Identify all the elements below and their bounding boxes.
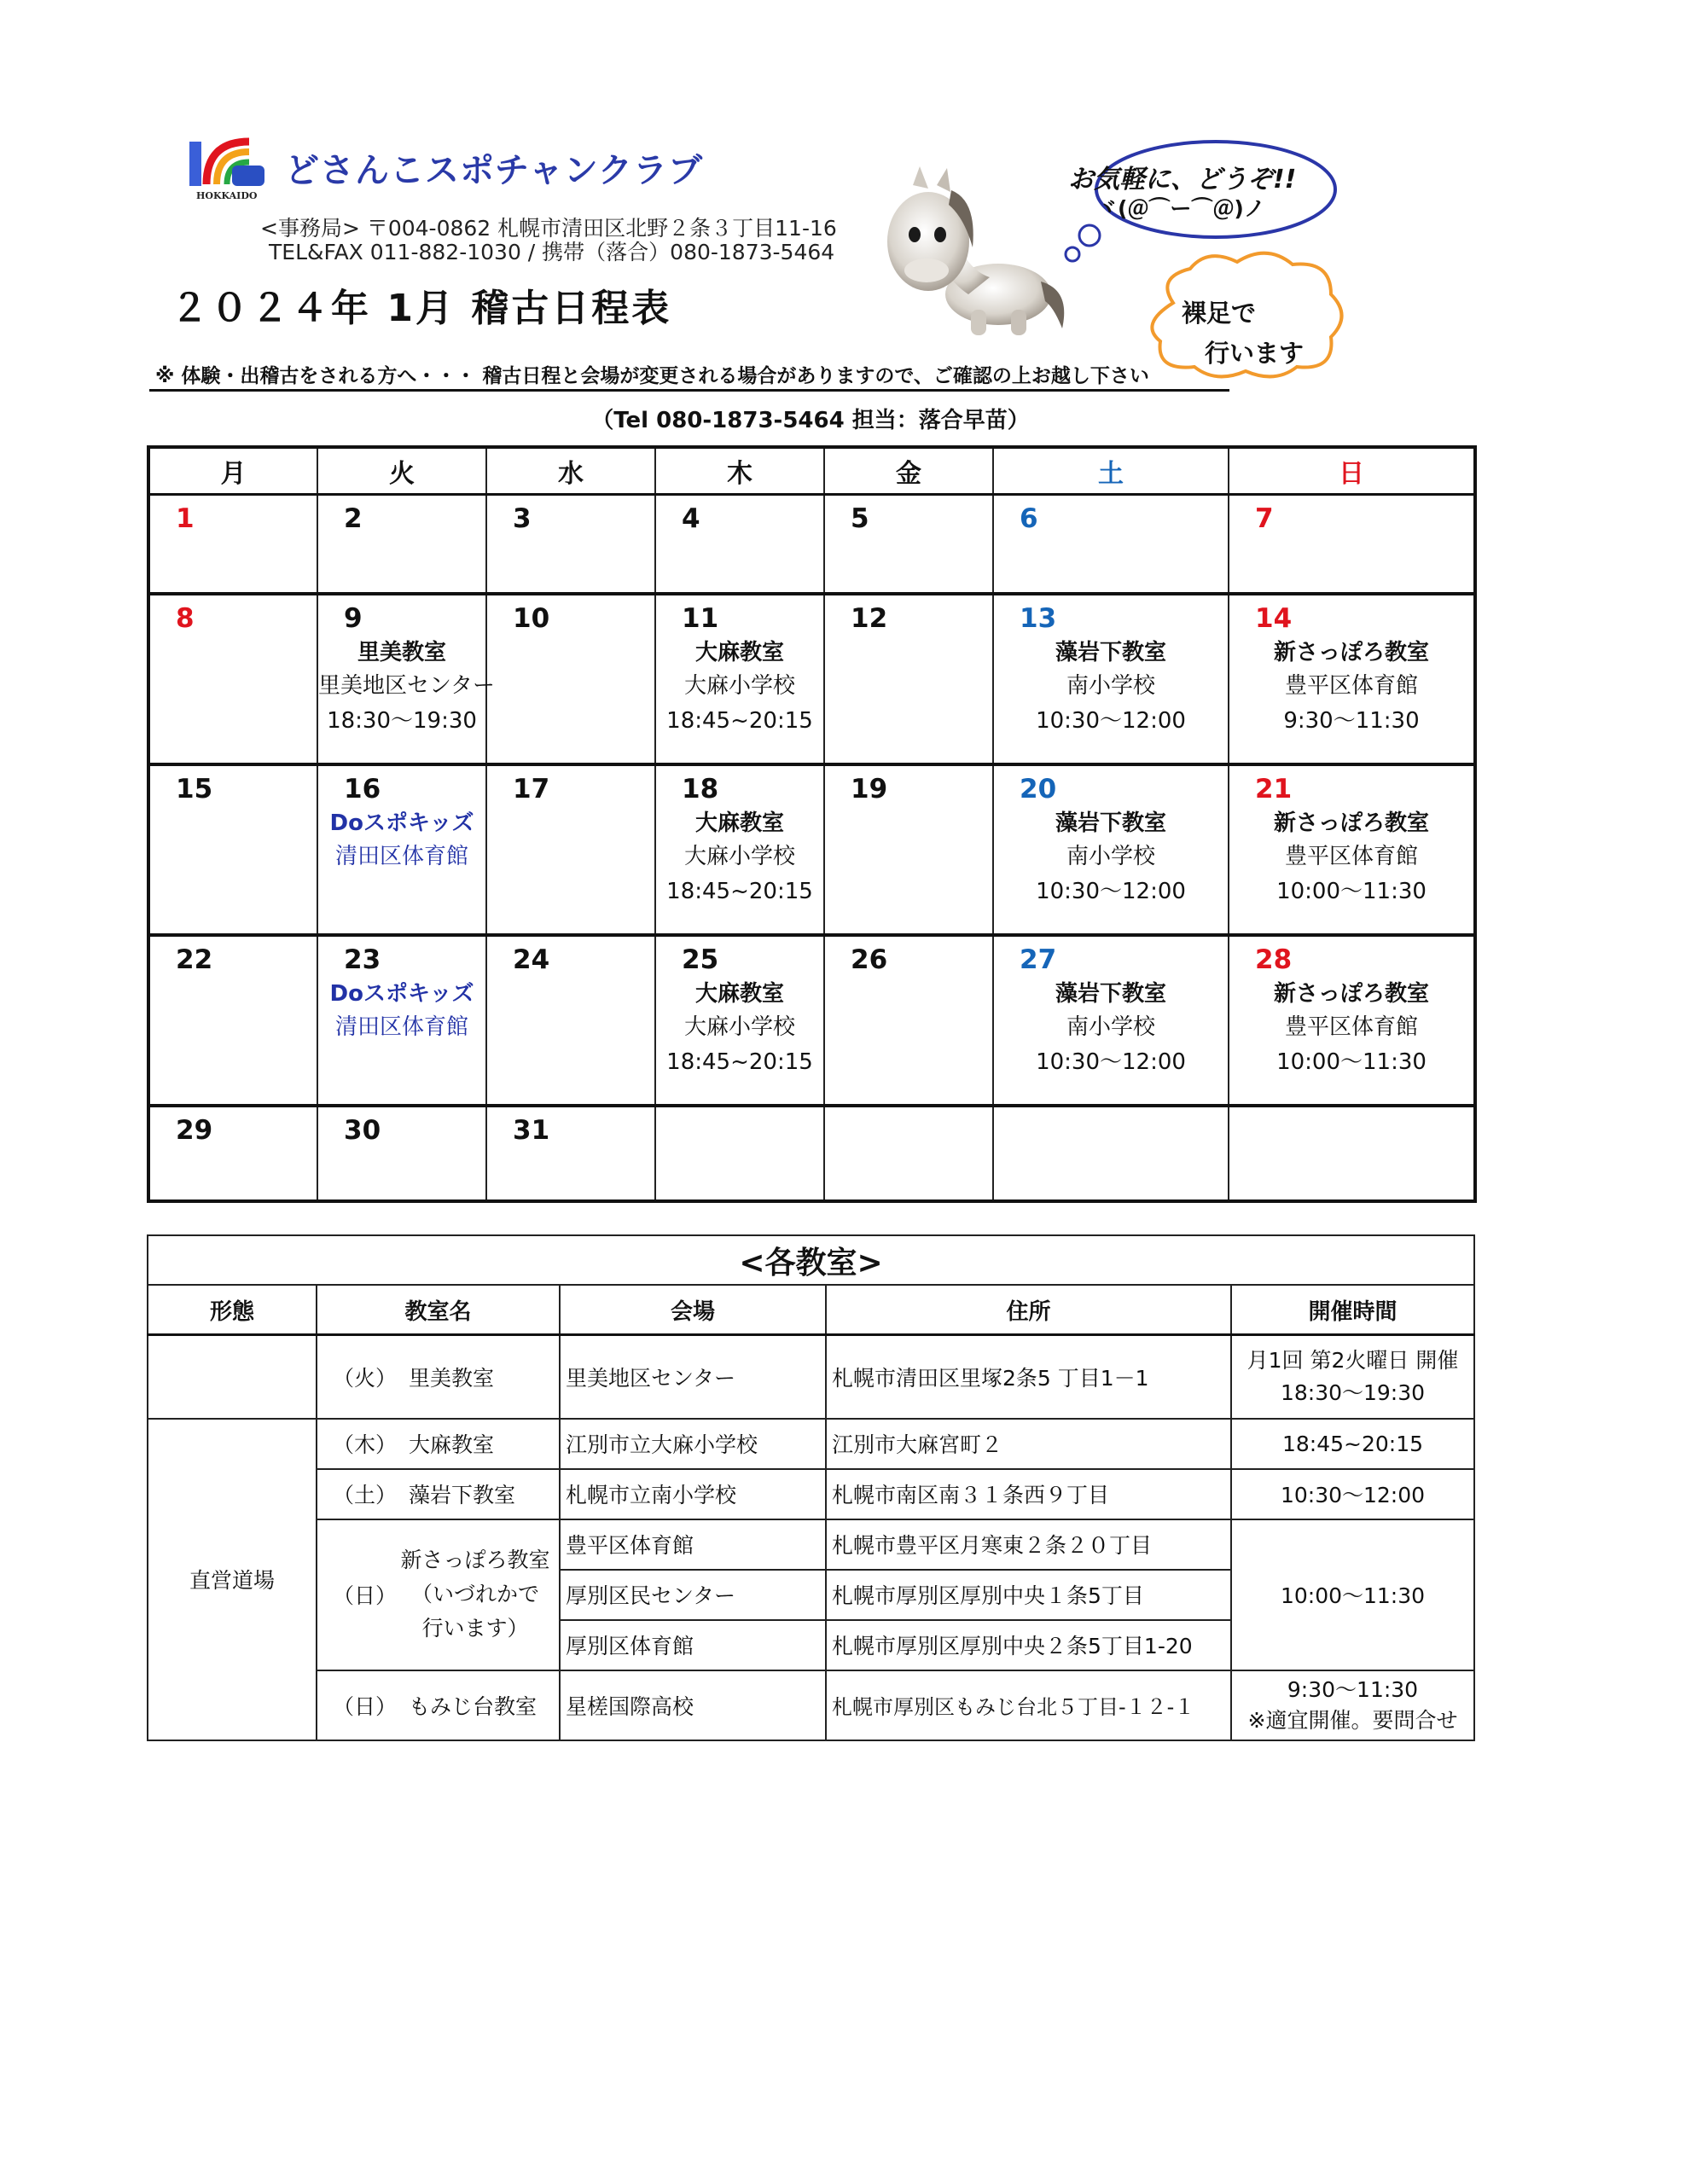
address-cell: 札幌市清田区里塚2条5 丁目1－1 (826, 1335, 1231, 1419)
class-name-cell (317, 1419, 560, 1469)
calendar-date: 19 (851, 773, 888, 804)
weekday-thu: 木 (655, 447, 824, 495)
calendar-day-cell (824, 495, 993, 594)
event-class-name: 藻岩下教室 (1055, 639, 1166, 665)
calendar-date: 24 (513, 944, 550, 975)
calendar-date: 17 (513, 773, 550, 804)
calendar-day-cell (1229, 594, 1475, 764)
calendar-day-cell (655, 1106, 824, 1201)
col-type: 形態 (148, 1285, 317, 1335)
calendar-date: 31 (513, 1114, 550, 1146)
address-cell: 札幌市南区南３１条西９丁目 (826, 1469, 1231, 1519)
class-name: 新さっぽろ教室 (400, 1548, 550, 1572)
calendar-date: 26 (851, 944, 888, 975)
calendar-day-cell (148, 1106, 317, 1201)
club-logo (181, 125, 273, 201)
venue-cell: 星槎国際高校 (560, 1670, 826, 1740)
weekday-sun: 日 (1229, 447, 1475, 495)
calendar-date: 21 (1255, 773, 1293, 804)
svg-text:HOKKAIDO: HOKKAIDO (196, 190, 258, 201)
weekday-header-row (148, 447, 1475, 495)
event-venue: 清田区体育館 (334, 843, 468, 869)
class-name: 藻岩下教室 (408, 1483, 515, 1507)
venue-cell: 厚別区民センター (560, 1570, 826, 1620)
time-note: ※適宜開催。要問合せ (1247, 1707, 1458, 1733)
calendar-day-cell (486, 594, 655, 764)
class-name: 大麻教室 (408, 1432, 494, 1457)
speech-bubble-text-1: お気軽に、どうぞ!! (1068, 165, 1297, 195)
type-cell-empty (148, 1335, 317, 1419)
calendar-date: 23 (344, 944, 381, 975)
calendar-date: 3 (513, 503, 532, 534)
venue-cell: 豊平区体育館 (560, 1519, 826, 1570)
calendar-day-cell (148, 594, 317, 764)
page-title: ２０２４年 1月 稽古日程表 (171, 287, 672, 330)
classroom-table (147, 1234, 1475, 1741)
event-time: 10:30～12:00 (1036, 1048, 1186, 1075)
col-class-name: 教室名 (317, 1285, 560, 1335)
event-class-name: Doスポキッズ (329, 810, 474, 836)
calendar-day-cell (1229, 764, 1475, 935)
calendar-date: 1 (176, 503, 195, 534)
event-venue: 清田区体育館 (334, 1014, 468, 1040)
calendar-week-row (148, 935, 1475, 1106)
class-name: 里美教室 (408, 1365, 494, 1391)
calendar-date: 6 (1020, 503, 1038, 534)
time-value: 18:30～19:30 (1280, 1380, 1426, 1405)
calendar-date: 12 (851, 602, 888, 634)
venue-cell: 札幌市立南小学校 (560, 1469, 826, 1519)
calendar-day-cell (993, 495, 1229, 594)
speech-bubble-text-2: ヾ(＠⌒ー⌒＠)ノ (1096, 196, 1265, 221)
cloud-bubble-text-2: 行います (1205, 339, 1305, 368)
calendar-date: 10 (513, 602, 550, 634)
class-day: （火） (333, 1365, 398, 1391)
event-time: 10:30～12:00 (1036, 707, 1186, 734)
calendar-day-cell (993, 764, 1229, 935)
table-row (148, 1419, 1474, 1469)
calendar-date: 15 (176, 773, 213, 804)
calendar-day-cell (486, 1106, 655, 1201)
calendar-day-cell (993, 935, 1229, 1106)
calendar-day-cell (655, 495, 824, 594)
address-cell: 江別市大麻宮町２ (826, 1419, 1231, 1469)
event-time: 10:30～12:00 (1036, 878, 1186, 904)
calendar-day-cell (486, 764, 655, 935)
event-class-name: 里美教室 (357, 639, 446, 665)
col-time: 開催時間 (1231, 1285, 1474, 1335)
calendar-day-cell (824, 1106, 993, 1201)
time-cell: 18:45~20:15 (1231, 1419, 1474, 1469)
calendar-day-cell (148, 495, 317, 594)
calendar-day-cell (148, 764, 317, 935)
class-name: もみじ台教室 (408, 1693, 537, 1719)
horse-mascot-image (870, 166, 1075, 341)
office-phone: TEL&FAX 011-882-1030 / 携帯（落合）080-1873-5464 (269, 240, 835, 264)
calendar-date: 7 (1255, 503, 1274, 534)
cloud-bubble-text-1: 裸足で (1182, 299, 1257, 328)
event-venue: 南小学校 (1066, 1014, 1155, 1040)
calendar-day-cell (993, 594, 1229, 764)
table-row (148, 1469, 1474, 1519)
event-venue: 豊平区体育館 (1284, 1014, 1418, 1040)
classroom-table-header (148, 1285, 1474, 1335)
calendar-date: 25 (682, 944, 719, 975)
event-time: 18:30～19:30 (327, 707, 477, 734)
event-venue: 豊平区体育館 (1284, 672, 1418, 699)
class-name-cell (317, 1335, 560, 1419)
weekday-wed: 水 (486, 447, 655, 495)
calendar-date: 22 (176, 944, 213, 975)
address-cell: 札幌市厚別区厚別中央２条5丁目1-20 (826, 1620, 1231, 1670)
office-address: <事務局> 〒004-0862 札幌市清田区北野２条３丁目11-16 (260, 216, 837, 241)
calendar-date: 11 (682, 602, 719, 634)
calendar-day-cell (1229, 1106, 1475, 1201)
address-cell: 札幌市豊平区月寒東２条２０丁目 (826, 1519, 1231, 1570)
event-class-name: Doスポキッズ (329, 980, 474, 1007)
type-cell-direct: 直営道場 (148, 1419, 317, 1740)
class-day: （日） (333, 1693, 398, 1719)
calendar-day-cell (993, 1106, 1229, 1201)
calendar-date: 30 (344, 1114, 381, 1146)
time-cell: 10:30～12:00 (1231, 1469, 1474, 1519)
calendar-table (147, 445, 1477, 1203)
calendar-date: 27 (1020, 944, 1057, 975)
class-day: （土） (333, 1483, 398, 1507)
weekday-fri: 金 (824, 447, 993, 495)
event-class-name: 大麻教室 (694, 639, 784, 665)
calendar-date: 5 (851, 503, 869, 534)
calendar-day-cell (655, 764, 824, 935)
weekday-mon: 月 (148, 447, 317, 495)
address-cell: 札幌市厚別区もみじ台北５丁目-１２-１ (826, 1670, 1231, 1740)
calendar-day-cell (148, 935, 317, 1106)
table-row (148, 1519, 1474, 1570)
calendar-week-row (148, 1106, 1475, 1201)
time-cell (1231, 1670, 1474, 1740)
calendar-day-cell (317, 1106, 486, 1201)
class-name-note-1: （いづれかで (411, 1582, 540, 1606)
col-venue: 会場 (560, 1285, 826, 1335)
calendar-day-cell (317, 495, 486, 594)
address-cell: 札幌市厚別区厚別中央１条5丁目 (826, 1570, 1231, 1620)
event-venue: 大麻小学校 (683, 672, 795, 699)
class-name-cell (317, 1519, 560, 1670)
table-row (148, 1670, 1474, 1740)
event-time: 18:45~20:15 (666, 878, 813, 904)
calendar-day-cell (824, 594, 993, 764)
venue-cell: 江別市立大麻小学校 (560, 1419, 826, 1469)
notice-underline (149, 389, 1229, 392)
event-time: 9:30～11:30 (1283, 707, 1420, 734)
calendar-day-cell (655, 594, 824, 764)
time-cell (1231, 1335, 1474, 1419)
calendar-date: 4 (682, 503, 700, 534)
event-venue: 豊平区体育館 (1284, 843, 1418, 869)
calendar-day-cell (1229, 495, 1475, 594)
calendar-date: 9 (344, 602, 363, 634)
event-time: 10:00～11:30 (1276, 878, 1427, 904)
time-note: 月1回 第2火曜日 開催 (1246, 1347, 1459, 1373)
event-venue: 大麻小学校 (683, 843, 795, 869)
classroom-table-caption: <各教室> (148, 1235, 1474, 1285)
class-day: （日） (333, 1583, 398, 1608)
calendar-date: 13 (1020, 602, 1057, 634)
class-name-cell (317, 1469, 560, 1519)
event-venue: 里美地区センター (318, 672, 495, 699)
event-venue: 南小学校 (1066, 843, 1155, 869)
event-class-name: 大麻教室 (694, 810, 784, 836)
calendar-date: 18 (682, 773, 719, 804)
event-class-name: 藻岩下教室 (1055, 810, 1166, 836)
contact-tel: （Tel 080-1873-5464 担当：落合早苗） (591, 408, 1030, 433)
calendar-date: 14 (1255, 602, 1293, 634)
class-day: （木） (333, 1432, 398, 1457)
weekday-sat: 土 (993, 447, 1229, 495)
event-class-name: 藻岩下教室 (1055, 980, 1166, 1007)
calendar-date: 16 (344, 773, 381, 804)
calendar-date: 29 (176, 1114, 213, 1146)
event-time: 18:45~20:15 (666, 707, 813, 734)
time-cell: 10:00～11:30 (1231, 1519, 1474, 1670)
event-class-name: 大麻教室 (694, 980, 784, 1007)
calendar-day-cell (486, 495, 655, 594)
table-row (148, 1335, 1474, 1419)
calendar-day-cell (486, 935, 655, 1106)
event-class-name: 新さっぽろ教室 (1273, 980, 1429, 1007)
event-venue: 南小学校 (1066, 672, 1155, 699)
event-time: 10:00～11:30 (1276, 1048, 1427, 1075)
calendar-week-row (148, 495, 1475, 594)
event-class-name: 新さっぽろ教室 (1273, 639, 1429, 665)
calendar-day-cell (655, 935, 824, 1106)
class-name-note-2: 行います） (421, 1616, 529, 1641)
col-address: 住所 (826, 1285, 1231, 1335)
class-name-cell (317, 1670, 560, 1740)
venue-cell: 里美地区センター (560, 1335, 826, 1419)
event-time: 18:45~20:15 (666, 1048, 813, 1075)
event-class-name: 新さっぽろ教室 (1273, 810, 1429, 836)
calendar-day-cell (1229, 935, 1475, 1106)
calendar-day-cell (317, 935, 486, 1106)
calendar-day-cell (317, 594, 495, 764)
calendar-date: 20 (1020, 773, 1057, 804)
calendar-day-cell (824, 935, 993, 1106)
event-venue: 大麻小学校 (683, 1014, 795, 1040)
weekday-tue: 火 (317, 447, 486, 495)
calendar-day-cell (824, 764, 993, 935)
calendar-week-row (148, 594, 1475, 764)
calendar-week-row (148, 764, 1475, 935)
notice-text: ※ 体験・出稽古をされる方へ・・・ 稽古日程と会場が変更される場合がありますので、ご確認の上お越し下さい (155, 365, 1149, 387)
calendar-date: 8 (176, 602, 195, 634)
venue-cell: 厚別区体育館 (560, 1620, 826, 1670)
calendar-date: 28 (1255, 944, 1293, 975)
time-value: 9:30～11:30 (1287, 1676, 1419, 1702)
calendar-day-cell (317, 764, 486, 935)
calendar-date: 2 (344, 503, 363, 534)
club-name: どさんこスポチャンクラブ (285, 151, 703, 190)
